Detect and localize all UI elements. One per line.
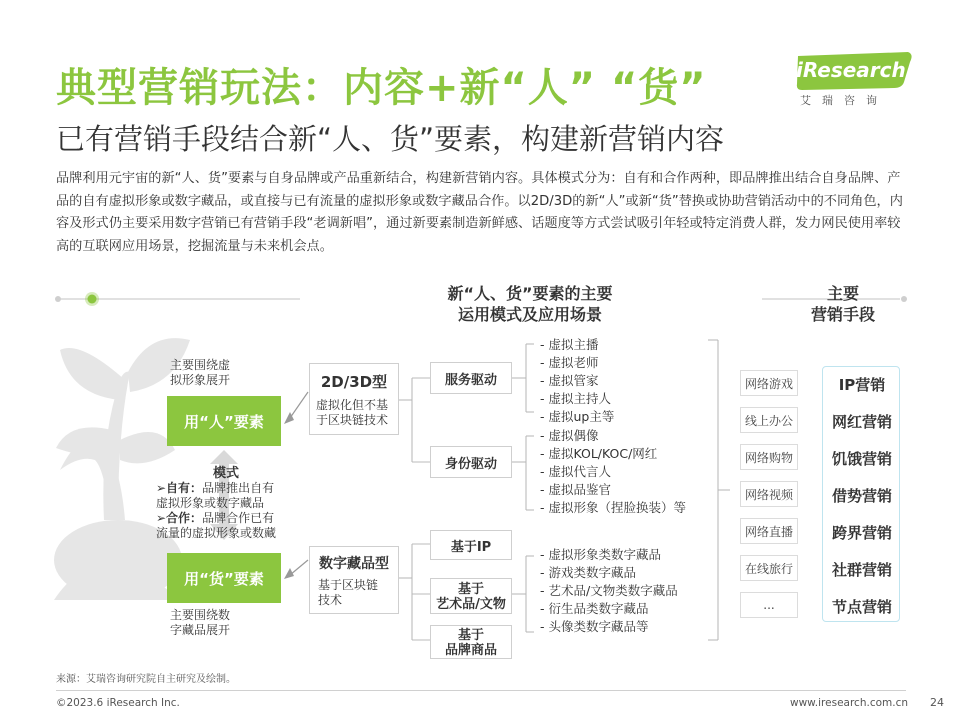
right-heading-line2: 营销手段 [810,305,875,324]
mode-title: 模式 [212,466,239,481]
means-item: 社群营销 [831,561,892,579]
type-2d3d-box [309,363,399,435]
scenes-column [740,370,798,618]
marketing-means-box [822,366,900,622]
list-item: - 头像类数字藏品等 [540,619,649,634]
scene-item: 网络视频 [740,481,798,507]
list-item: - 虚拟KOL/KOC/网红 [540,446,658,461]
identity-items-list [540,427,686,517]
mode-coop-text1: 品牌合作已有 [202,511,275,525]
mode-coop-label: ➢合作： [156,511,203,525]
center-heading-line1: 新“人、货”要素的主要 [447,284,613,303]
means-item: 饥饿营销 [831,450,892,468]
scene-item: ... [740,592,798,618]
scene-item: 线上办公 [740,407,798,433]
goods-note [170,608,230,638]
logo-text: iResearch [796,58,906,82]
means-item: 网红营销 [831,413,892,431]
list-item: - 游戏类数字藏品 [540,565,636,580]
copyright-text: ©2023.6 iResearch Inc. [56,697,180,709]
people-note-line2: 拟形象展开 [170,373,231,387]
means-item: 节点营销 [831,598,892,616]
right-heading-line1: 主要 [826,284,859,303]
scene-item: 网络购物 [740,444,798,470]
type-2d3d-title: 2D/3D型 [320,373,388,391]
list-item: - 虚拟主持人 [540,391,611,406]
mode-self-label: ➢自有： [156,481,203,495]
mode-description [156,466,296,541]
intro-paragraph: 品牌利用元宇宙的新“人、货”要素与自身品牌或产品重新结合，构建新营销内容。具体模式分为：自有和合作两种，即品牌推出结合自身品牌、产品的自有虚拟形象或数字藏品，或直接与已有流量的虚拟形象或数字藏品合作。以2D/3D的新“人”或新“货”替换或协助营销活动中的不同角色，内容及形式仍主要采用数字营销已有营销手段“老调新唱”，通过新要素制造新鲜感、话题度等方式尝试吸引年轻或特定消费人群，发力网民使用率较高的互联网应用场景，挖掘流量与未来机会点。 [56,171,903,254]
base-art-line1: 基于 [457,582,484,597]
list-item: - 虚拟代言人 [540,464,611,479]
scene-item: 网络游戏 [740,370,798,396]
people-note [170,358,230,388]
type-collectible-desc [318,578,398,608]
website-url: www.iresearch.com.cn [790,697,909,709]
footer-divider [56,690,906,691]
right-heading [798,283,888,325]
list-item: - 虚拟形象类数字藏品 [540,547,661,562]
collectible-items-list [540,546,678,636]
list-item: - 衍生品类数字藏品 [540,601,649,616]
people-note-line1: 主要围绕虚 [170,358,231,372]
mode-self-text1: 品牌推出自有 [202,481,275,495]
means-item: 借势营销 [831,487,892,505]
base-ip-box: 基于IP [430,530,512,560]
mode-self-text2: 虚拟形象或数字藏品 [156,496,265,510]
list-item: - 虚拟管家 [540,373,599,388]
list-item: - 虚拟主播 [540,337,599,352]
type-collectible-box [309,546,399,614]
type-collectible-desc-line2: 技术 [318,593,343,607]
type-collectible-title: 数字藏品型 [319,556,389,572]
base-art-line2: 艺术品/文物 [436,597,506,612]
page-title: 典型营销玩法：内容+新“人” “货” [56,65,707,111]
list-item: - 虚拟偶像 [540,428,599,443]
list-item: - 虚拟形象（捏脸换装）等 [540,500,686,515]
list-item: - 艺术品/文物类数字藏品 [540,583,678,598]
people-element-box: 用“人”要素 [167,396,281,446]
page-number: 24 [930,696,944,709]
driver-identity-box: 身份驱动 [430,446,512,478]
base-brand-line1: 基于 [457,628,484,643]
logo-subtext: 艾瑞咨询 [800,94,888,107]
goods-note-line2: 字藏品展开 [170,623,231,637]
means-item: IP营销 [838,376,886,394]
center-heading [412,283,648,325]
means-item: 跨界营销 [831,524,892,542]
base-brand-box [430,625,512,659]
list-item: - 虚拟老师 [540,355,599,370]
goods-element-box: 用“货”要素 [167,553,281,603]
list-item: - 虚拟品鉴官 [540,482,611,497]
type-2d3d-desc-line1: 虚拟化但不基 [316,398,389,412]
center-heading-line2: 运用模式及应用场景 [457,305,602,324]
scene-item: 在线旅行 [740,555,798,581]
driver-service-box: 服务驱动 [430,362,512,394]
source-note: 来源：艾瑞咨询研究院自主研究及绘制。 [56,674,236,685]
type-2d3d-desc [316,398,398,428]
list-item: - 虚拟up主等 [540,409,615,424]
page-subtitle: 已有营销手段结合新“人、货”要素，构建新营销内容 [56,122,725,156]
type-collectible-desc-line1: 基于区块链 [318,578,379,592]
base-art-box [430,578,512,614]
mode-coop-text2: 流量的虚拟形象或数藏 [156,526,277,540]
type-2d3d-desc-line2: 于区块链技术 [316,413,389,427]
base-brand-line2: 品牌商品 [444,643,497,658]
scene-item: 网络直播 [740,518,798,544]
service-items-list [540,336,614,426]
goods-note-line1: 主要围绕数 [170,608,231,622]
